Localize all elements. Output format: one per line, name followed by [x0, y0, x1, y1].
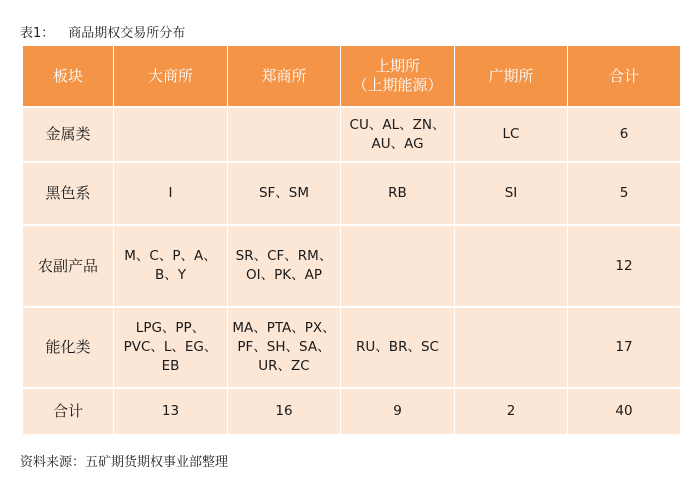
table-cell	[114, 225, 228, 307]
cell-text: EB	[161, 358, 180, 374]
header-text: 广期所	[488, 66, 534, 85]
table-cell	[23, 107, 114, 162]
header-text: 合计	[608, 66, 639, 85]
header-row	[23, 46, 681, 107]
table-cell	[455, 225, 568, 307]
cell-text: I	[168, 185, 173, 201]
header-shfe	[341, 46, 455, 107]
cell-text: 13	[161, 403, 180, 419]
cell-text: LPG、PP、	[135, 320, 206, 336]
cell-text: 黑色系	[45, 184, 91, 202]
table-cell	[568, 225, 681, 307]
header-text: 郑商所	[261, 66, 307, 85]
cell-text: 农副产品	[37, 256, 98, 275]
cell-text: MA、PTA、PX、	[232, 320, 336, 336]
table-cell	[228, 307, 341, 388]
header-czce	[228, 46, 341, 107]
cell-text: OI、PK、AP	[246, 267, 322, 283]
source-note: 资料来源：五矿期货期权事业部整理	[20, 455, 229, 470]
table-cell	[568, 388, 681, 434]
exchange-distribution-table	[22, 46, 681, 434]
table-row-energy-chemical	[23, 307, 681, 388]
table-cell	[114, 107, 228, 162]
table-cell	[455, 162, 568, 225]
cell-text: RB	[388, 185, 407, 201]
cell-text: UR、ZC	[258, 358, 310, 374]
table-cell	[341, 162, 455, 225]
cell-text: 2	[506, 403, 516, 419]
cell-text: SR、CF、RM、	[235, 248, 333, 264]
cell-text: RU、BR、SC	[356, 339, 439, 355]
caption-text: 商品期权交易所分布	[68, 26, 186, 41]
cell-text: 12	[615, 257, 633, 274]
table-cell	[228, 107, 341, 162]
table-cell	[341, 225, 455, 307]
table-cell	[114, 307, 228, 388]
cell-text: M、C、P、A、	[124, 248, 217, 264]
cell-text: B、Y	[154, 267, 186, 283]
table-cell	[114, 388, 228, 434]
table-cell	[341, 307, 455, 388]
table-row-total	[23, 388, 681, 434]
table-cell	[568, 107, 681, 162]
table-cell	[455, 388, 568, 434]
table-cell	[568, 162, 681, 225]
table-cell	[341, 388, 455, 434]
cell-text: 金属类	[45, 125, 91, 143]
cell-text: AU、AG	[371, 135, 424, 152]
cell-text: CU、AL、ZN、	[349, 116, 446, 133]
table-cell	[568, 307, 681, 388]
header-text: 上期所	[374, 57, 420, 75]
header-sector	[23, 46, 114, 107]
cell-text: PVC、L、EG、	[123, 339, 218, 355]
table-cell	[23, 225, 114, 307]
cell-text: 合计	[52, 402, 83, 420]
cell-text: SF、SM	[258, 185, 310, 201]
table-row-ferrous	[23, 162, 681, 225]
header-total	[568, 46, 681, 107]
table-cell	[228, 225, 341, 307]
table-cell	[455, 307, 568, 388]
header-subtext: （上期能源）	[352, 76, 443, 94]
header-dce	[114, 46, 228, 107]
table-cell	[23, 307, 114, 388]
table-cell	[455, 107, 568, 162]
cell-text: 9	[393, 403, 402, 419]
table-row-agricultural	[23, 225, 681, 307]
table-cell	[228, 388, 341, 434]
cell-text: 40	[615, 403, 633, 419]
header-gfex	[455, 46, 568, 107]
cell-text: 能化类	[45, 338, 91, 356]
header-text: 板块	[52, 66, 83, 85]
cell-text: 16	[275, 403, 293, 419]
table-cell	[23, 388, 114, 434]
table-cell	[341, 107, 455, 162]
cell-text: SI	[504, 185, 518, 201]
cell-text: 17	[615, 339, 633, 355]
cell-text: 5	[619, 185, 629, 201]
table-cell	[228, 162, 341, 225]
cell-text: 6	[619, 126, 629, 142]
cell-text: PF、SH、SA、	[237, 339, 331, 355]
table-cell	[114, 162, 228, 225]
caption-label: 表1：	[20, 26, 55, 41]
table-row-metals	[23, 107, 681, 162]
table-caption	[20, 22, 185, 41]
table-cell	[23, 162, 114, 225]
cell-text: LC	[502, 126, 520, 142]
header-text: 大商所	[147, 66, 193, 85]
